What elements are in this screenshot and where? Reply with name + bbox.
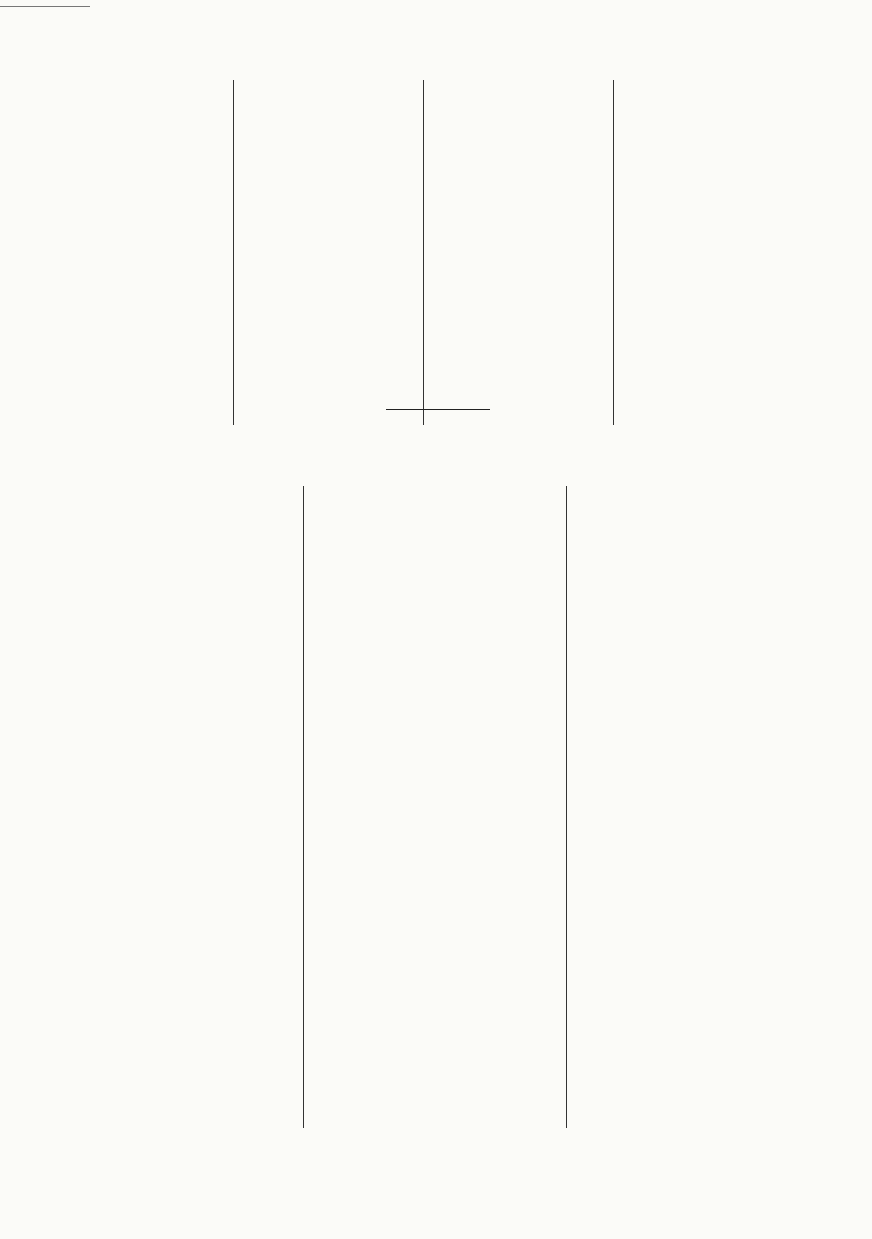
column-separator bbox=[423, 80, 424, 425]
column-separator bbox=[303, 486, 304, 1128]
section-divider-rule bbox=[386, 409, 490, 410]
top-left-rule bbox=[0, 6, 90, 7]
column-separator bbox=[613, 80, 614, 425]
column-separator bbox=[233, 80, 234, 425]
column-separator bbox=[566, 486, 567, 1128]
